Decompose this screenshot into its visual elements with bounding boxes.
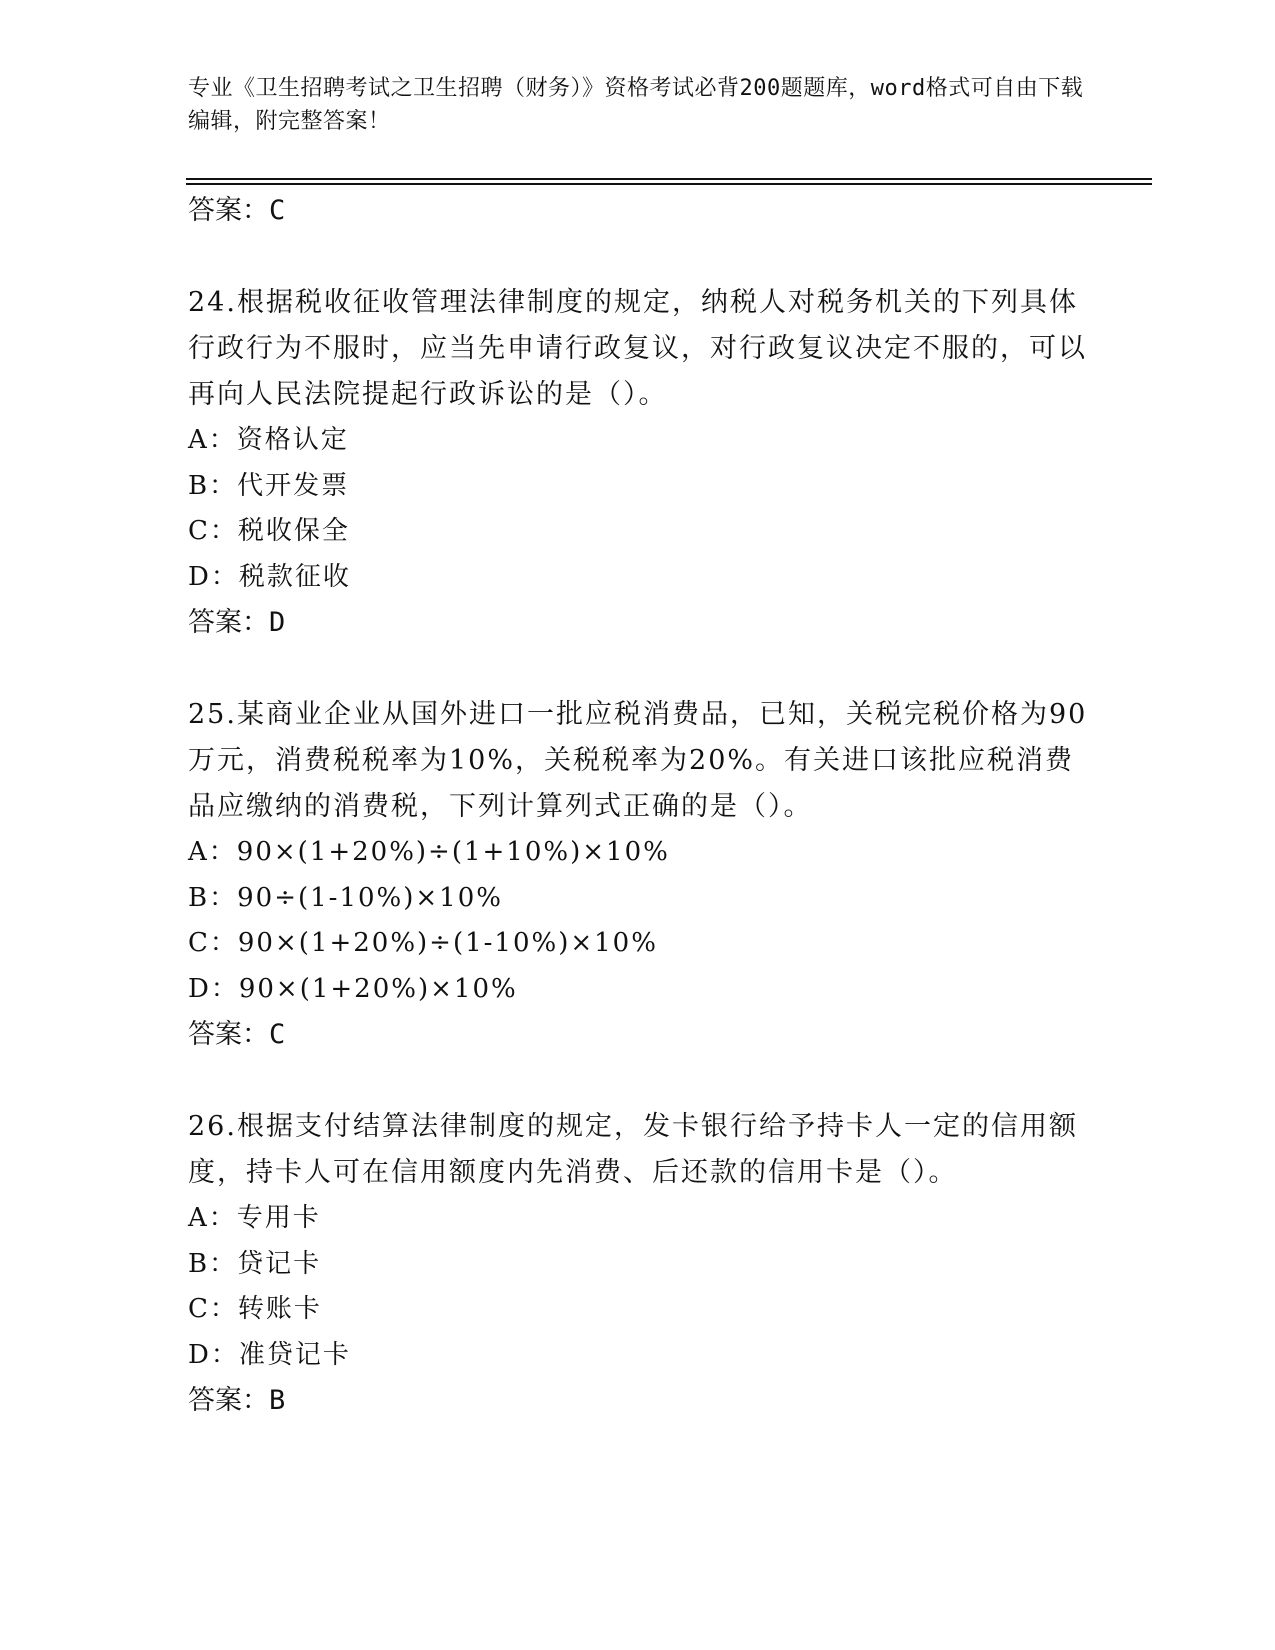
- option-a: A：资格认定: [188, 425, 349, 455]
- option-a: A：专用卡: [188, 1203, 321, 1233]
- option-c: C：税收保全: [188, 516, 350, 546]
- option-d: D：税款征收: [188, 561, 351, 592]
- answer-line: 答案：D: [188, 607, 286, 638]
- answer-line: 答案：C: [188, 195, 286, 226]
- document-body: [188, 188, 1088, 1424]
- question-24: [188, 280, 1088, 646]
- option-c: C：转账卡: [188, 1294, 322, 1324]
- option-c: C：90×(1+20%)÷(1-10%)×10%: [188, 928, 658, 958]
- question-25: [188, 692, 1088, 1058]
- option-a: A：90×(1+20%)÷(1+10%)×10%: [188, 837, 670, 867]
- answer-line: 答案：B: [188, 1385, 286, 1416]
- option-b: B：代开发票: [188, 470, 350, 501]
- document-header: 专业《卫生招聘考试之卫生招聘（财务）》资格考试必背200题题库，word格式可自由下载编辑，附完整答案！: [188, 76, 1084, 134]
- option-b: B：90÷(1-10%)×10%: [188, 882, 503, 913]
- answer-line: 答案：C: [188, 1019, 286, 1050]
- question-26: [188, 1104, 1088, 1424]
- header-rule-top: [186, 178, 1152, 180]
- question-stem: 24.根据税收征收管理法律制度的规定，纳税人对税务机关的下列具体行政行为不服时，应当先申请行政复议，对行政复议决定不服的，可以再向人民法院提起行政诉讼的是（）。: [188, 287, 1087, 410]
- question-stem: 25.某商业企业从国外进口一批应税消费品，已知，关税完税价格为90万元，消费税税率为10%，关税税率为20%。有关进口该批应税消费品应缴纳的消费税，下列计算列式正确的是（）。: [188, 699, 1088, 822]
- option-d: D：90×(1+20%)×10%: [188, 973, 518, 1004]
- option-b: B：贷记卡: [188, 1248, 322, 1279]
- option-d: D：准贷记卡: [188, 1339, 351, 1370]
- header-rule-bottom: [186, 183, 1152, 185]
- question-stem: 26.根据支付结算法律制度的规定，发卡银行给予持卡人一定的信用额度，持卡人可在信用额度内先消费、后还款的信用卡是（）。: [188, 1111, 1078, 1188]
